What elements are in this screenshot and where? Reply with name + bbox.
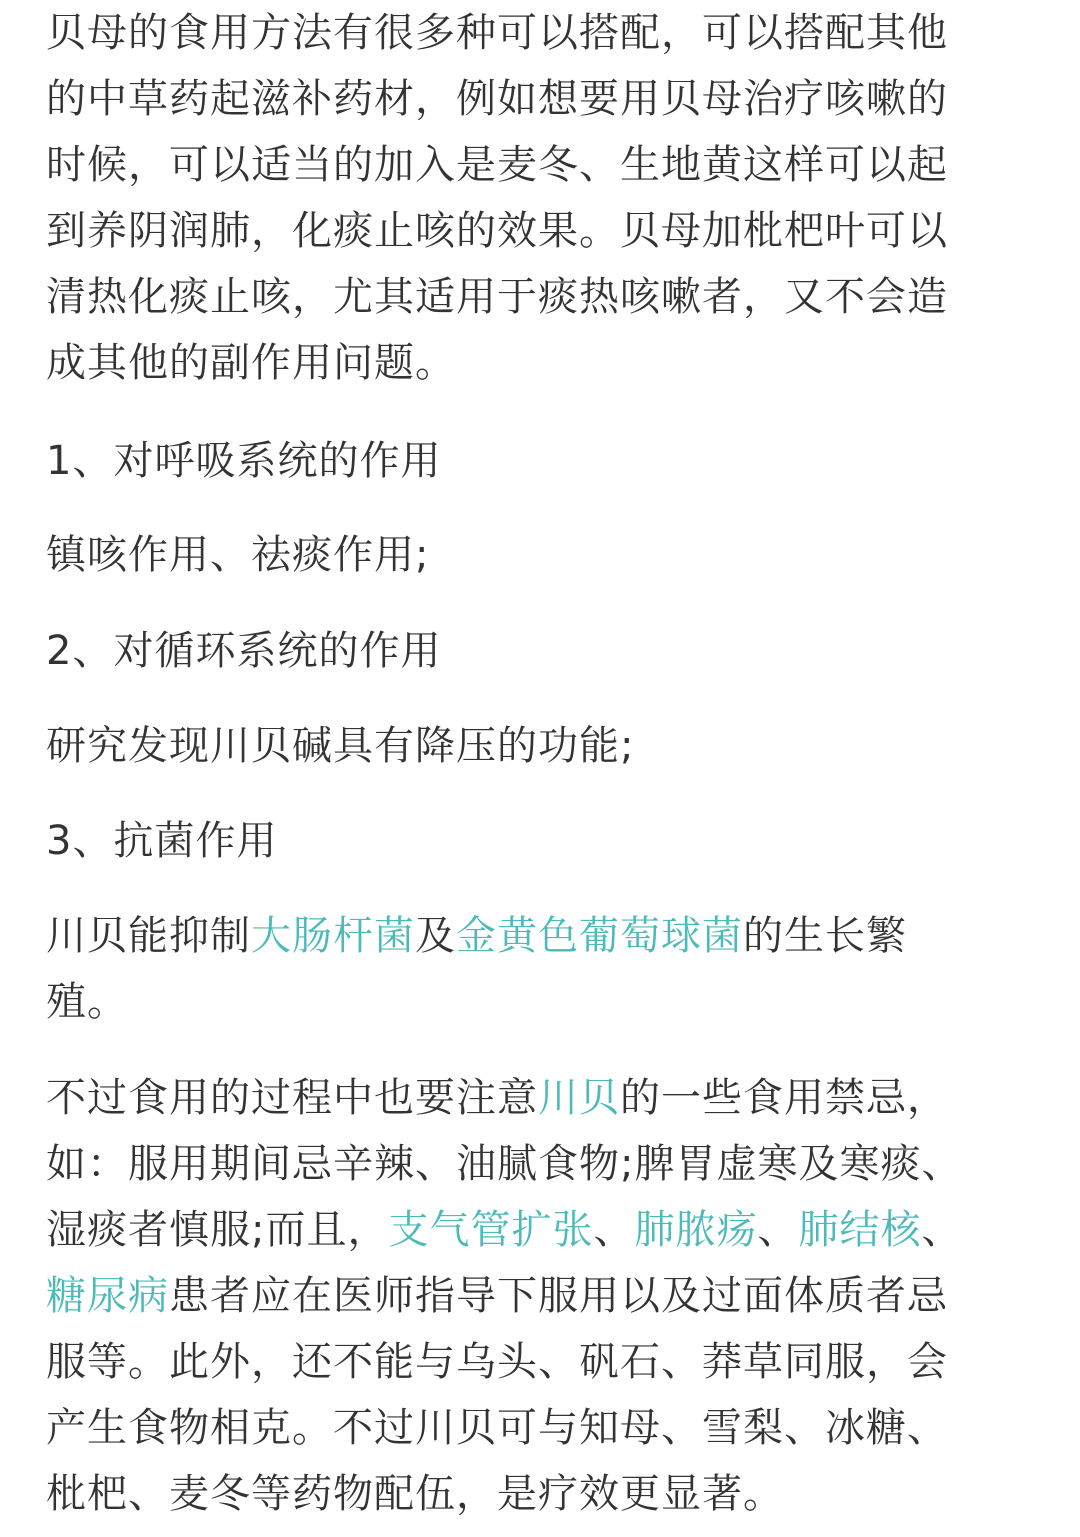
body-text: 川贝能抑制 xyxy=(46,913,251,959)
circulatory-effects xyxy=(46,713,1041,779)
text-line: 服等。此外，还不能与乌头、矾石、莽草同服，会 xyxy=(46,1339,948,1385)
link-bronchiectasis[interactable]: 支气管扩张 xyxy=(388,1207,594,1253)
body-text: 研究发现川贝碱具有降压的功能; xyxy=(46,723,635,769)
text-line xyxy=(46,1197,1041,1263)
heading-text: 3、抗菌作用 xyxy=(46,818,278,864)
link-tuberculosis[interactable]: 肺结核 xyxy=(798,1207,922,1253)
body-text: 的生长繁 xyxy=(743,913,907,959)
link-lung-abscess[interactable]: 肺脓疡 xyxy=(634,1207,758,1253)
section-heading-antibacterial xyxy=(46,808,1041,874)
intro-paragraph xyxy=(46,0,1041,396)
text-line: 产生食物相克。不过川贝可与知母、雪梨、冰糖、 xyxy=(46,1405,948,1451)
respiratory-effects xyxy=(46,522,1041,588)
text-line: 到养阴润肺，化痰止咳的效果。贝母加枇杷叶可以 xyxy=(46,208,948,254)
text-line: 殖。 xyxy=(46,979,128,1025)
text-line xyxy=(46,903,1041,969)
text-line: 成其他的副作用问题。 xyxy=(46,340,456,386)
precautions-paragraph xyxy=(46,1065,1041,1527)
body-text: 患者应在医师指导下服用以及过面体质者忌 xyxy=(169,1273,948,1319)
section-heading-circulatory xyxy=(46,618,1041,684)
separator: 、 xyxy=(921,1207,963,1253)
body-text: 及 xyxy=(415,913,456,959)
text-line: 枇杷、麦冬等药物配伍，是疗效更显著。 xyxy=(46,1471,784,1517)
body-text: 的一些食用禁忌， xyxy=(620,1075,948,1121)
body-text: 镇咳作用、祛痰作用; xyxy=(46,532,430,578)
link-e-coli[interactable]: 大肠杆菌 xyxy=(251,913,415,959)
heading-text: 2、对循环系统的作用 xyxy=(46,628,442,674)
heading-text: 1、对呼吸系统的作用 xyxy=(46,438,442,484)
text-line xyxy=(46,1065,1041,1131)
text-line: 贝母的食用方法有很多种可以搭配，可以搭配其他 xyxy=(46,10,948,56)
link-diabetes[interactable]: 糖尿病 xyxy=(46,1273,169,1319)
text-line: 如：服用期间忌辛辣、油腻食物;脾胃虚寒及寒痰、 xyxy=(46,1141,963,1187)
link-staphylococcus-aureus[interactable]: 金黄色葡萄球菌 xyxy=(456,913,743,959)
text-line: 的中草药起滋补药材，例如想要用贝母治疗咳嗽的 xyxy=(46,76,948,122)
text-line xyxy=(46,1263,1041,1329)
section-heading-respiratory xyxy=(46,428,1041,494)
text-line: 清热化痰止咳，尤其适用于痰热咳嗽者，又不会造 xyxy=(46,274,948,320)
separator: 、 xyxy=(593,1207,635,1253)
body-text: 不过食用的过程中也要注意 xyxy=(46,1075,538,1121)
body-text: 湿痰者慎服;而且， xyxy=(46,1207,389,1253)
antibacterial-paragraph xyxy=(46,903,1041,1035)
text-line: 时候，可以适当的加入是麦冬、生地黄这样可以起 xyxy=(46,142,948,188)
separator: 、 xyxy=(757,1207,799,1253)
link-chuanbei[interactable]: 川贝 xyxy=(538,1075,620,1121)
